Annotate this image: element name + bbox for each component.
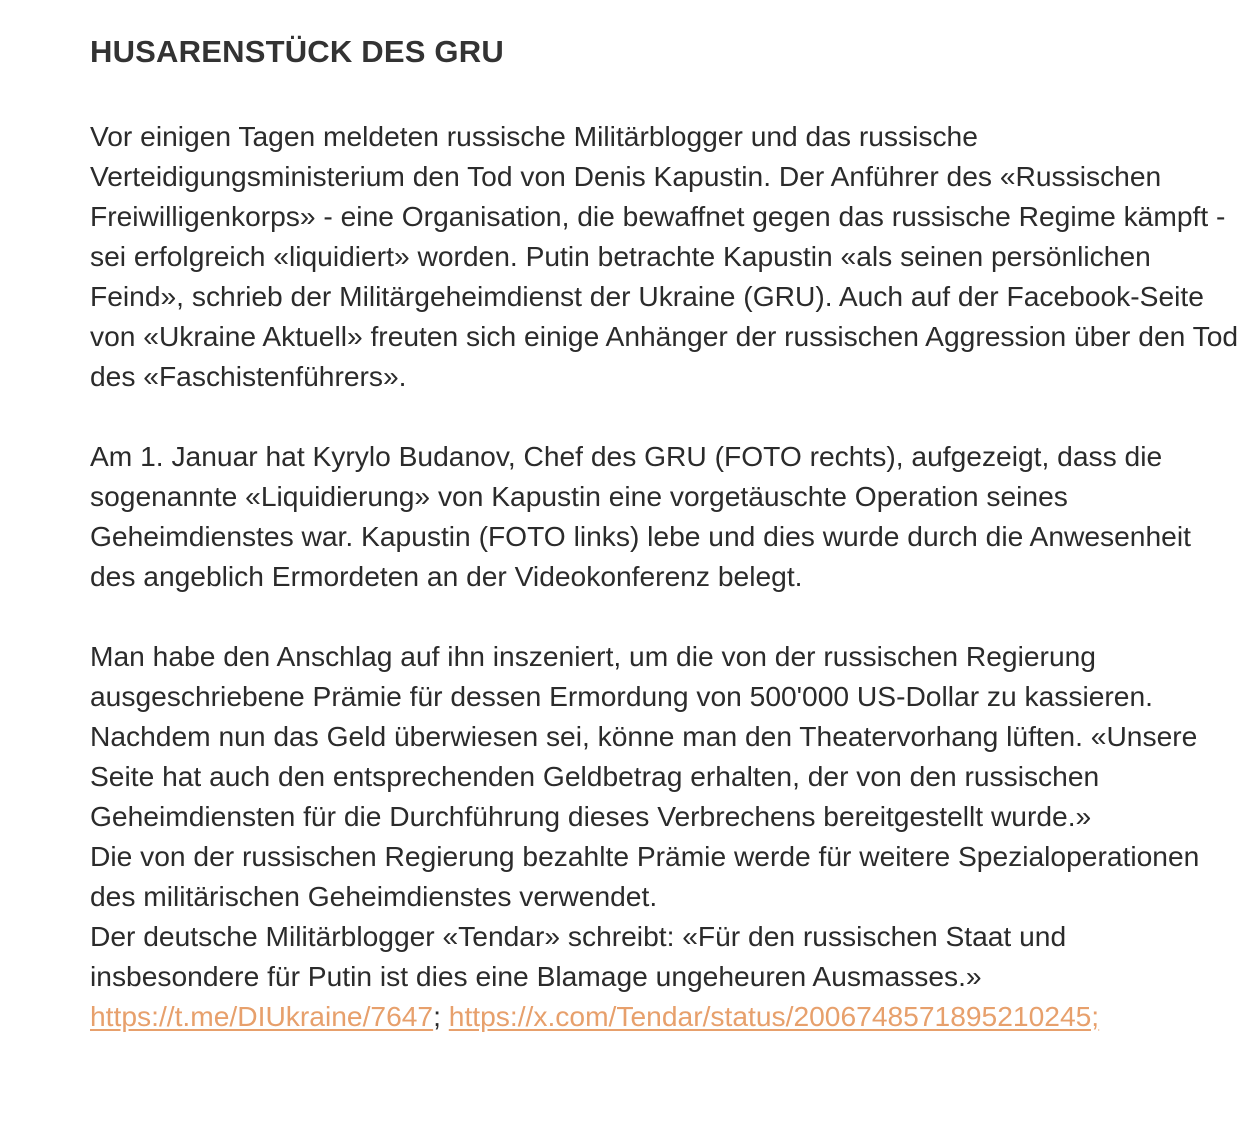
paragraph-spacer	[90, 596, 1240, 636]
paragraph-1: Vor einigen Tagen meldeten russische Militärblogger und das russische Verteidigungsministerium den Tod von Denis Kapustin. Der Anführer des «Russischen Freiwilligenkorps» - eine Organisation, die bewaffnet gegen das russische Regime kämpft - sei erfolgreich «liquidiert» worden. Putin betrachte Kapustin «als seinen persönlichen Feind», schrieb der Militärgeheimdienst der Ukraine (GRU). Auch auf der Facebook-Seite von «Ukraine Aktuell» freuten sich einige Anhänger der russischen Aggression über den Tod des «Faschistenführers».	[90, 120, 1239, 392]
paragraph-5-text: Der deutsche Militärblogger «Tendar» schreibt: «Für den russischen Staat und insbesondere für Putin ist dies eine Blamage ungeheuren Ausmasses.»	[90, 920, 1067, 992]
paragraph-5	[90, 916, 1240, 1036]
paragraph-3: Man habe den Anschlag auf ihn inszeniert, um die von der russischen Regierung ausgeschriebene Prämie für dessen Ermordung von 500'000 US-Dollar zu kassieren. Nachdem nun das Geld überwiesen sei, könne man den Theatervorhang lüften. «Unsere Seite hat auch den entsprechenden Geldbetrag erhalten, der von den russischen Geheimdiensten für die Durchführung dieses Verbrechens bereitgestellt wurde.»	[90, 640, 1198, 832]
paragraph-4: Die von der russischen Regierung bezahlte Prämie werde für weitere Spezialoperationen des militärischen Geheimdienstes verwendet.	[90, 840, 1200, 912]
article-body	[90, 116, 1240, 1036]
telegram-link[interactable]: https://t.me/DIUkraine/7647	[90, 1000, 434, 1032]
paragraph-spacer	[90, 396, 1240, 436]
paragraph-2: Am 1. Januar hat Kyrylo Budanov, Chef des GRU (FOTO rechts), aufgezeigt, dass die sogenannte «Liquidierung» von Kapustin eine vorgetäuschte Operation seines Geheimdienstes war. Kapustin (FOTO links) lebe und dies wurde durch die Anwesenheit des angeblich Ermordeten an der Videokonferenz belegt.	[90, 440, 1191, 592]
article	[90, 30, 1240, 1036]
article-headline: HUSARENSTÜCK DES GRU	[90, 34, 504, 69]
x-status-link[interactable]: https://x.com/Tendar/status/2006748571895210245;	[448, 1000, 1100, 1032]
link-separator: ;	[433, 1000, 449, 1032]
